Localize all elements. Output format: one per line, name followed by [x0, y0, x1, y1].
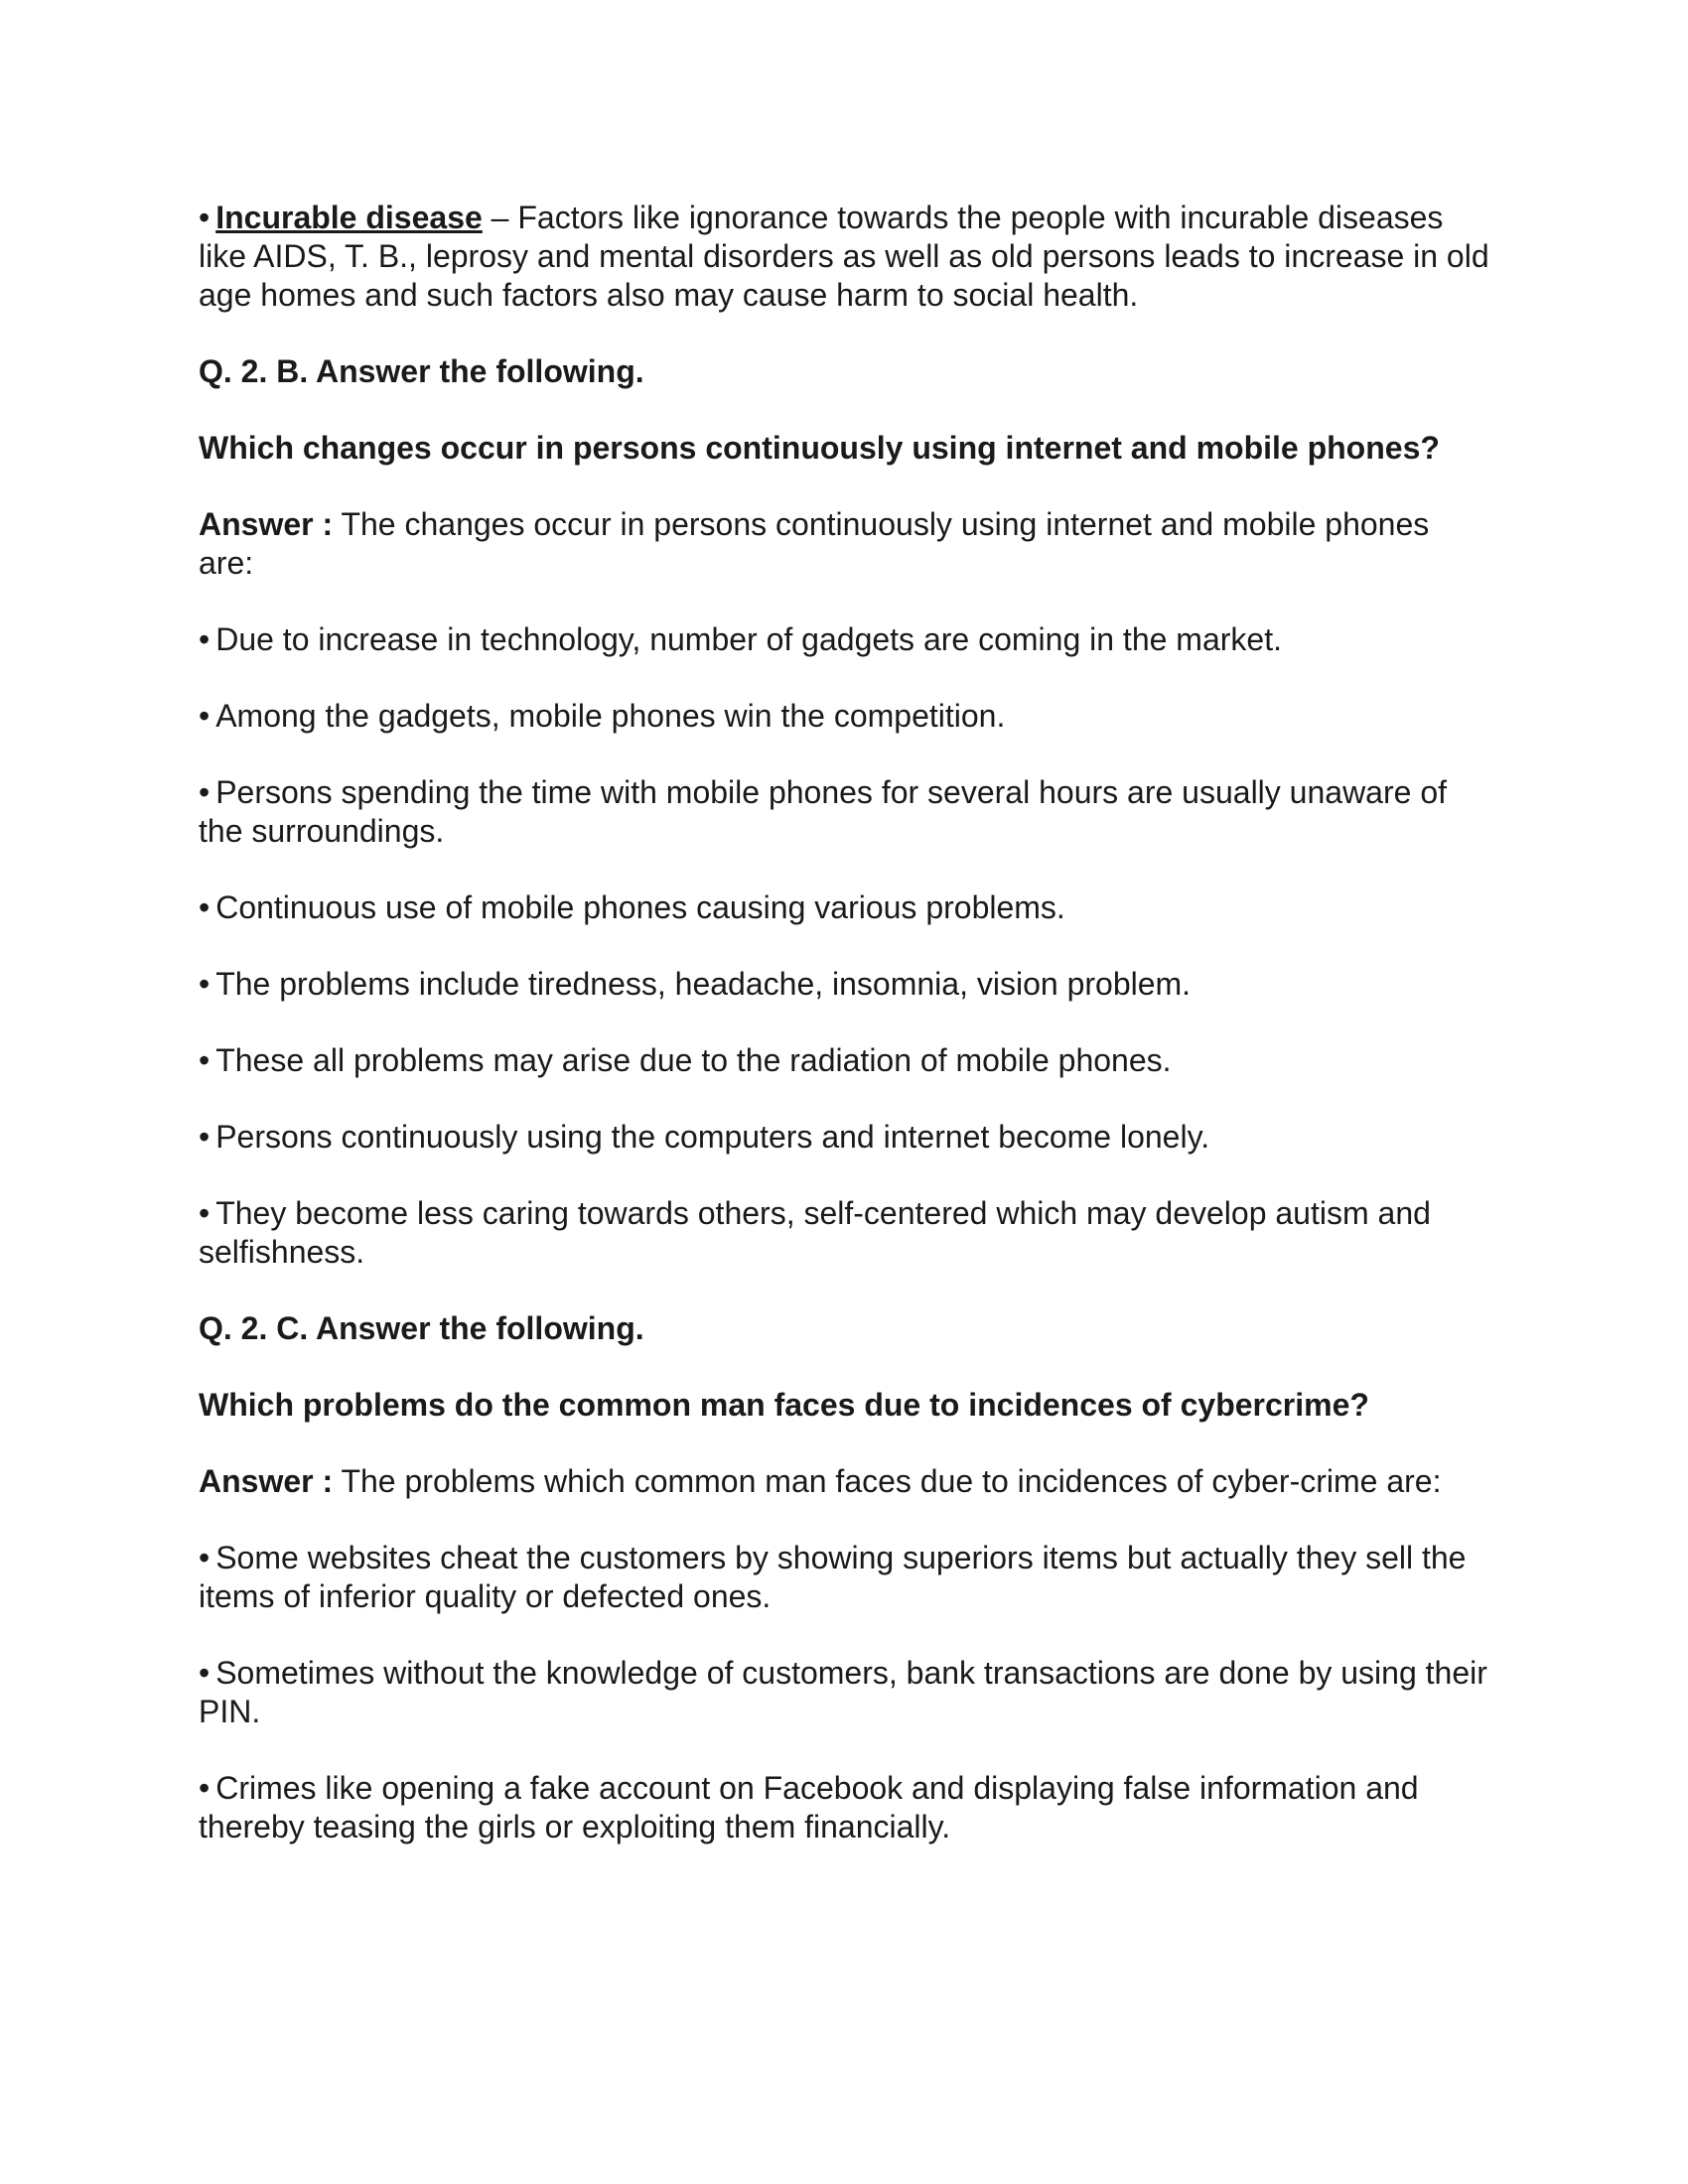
list-item-text: Among the gadgets, mobile phones win the competition. [215, 698, 1006, 734]
section-b-question: Which changes occur in persons continuously using internet and mobile phones? [199, 430, 1440, 466]
list-item [199, 888, 1489, 927]
document-page [199, 199, 1489, 1884]
incurable-disease-bullet [199, 199, 1489, 315]
bullet-mark: • [199, 1770, 211, 1806]
list-item-text: Persons spending the time with mobile phones for several hours are usually unaware of the surroundings. [199, 774, 1447, 849]
bullet-mark: • [199, 966, 211, 1002]
list-item-text: These all problems may arise due to the radiation of mobile phones. [215, 1042, 1172, 1078]
bullet-mark: • [199, 1119, 211, 1155]
bullet-mark: • [199, 698, 211, 734]
section-b-heading: Q. 2. B. Answer the following. [199, 353, 644, 389]
list-item [199, 697, 1489, 736]
list-item [199, 1118, 1489, 1157]
answer-intro: The problems which common man faces due to incidences of cyber-crime are: [333, 1463, 1442, 1499]
list-item [199, 1654, 1489, 1731]
section-b-answer [199, 505, 1489, 583]
list-item-text: Crimes like opening a fake account on Facebook and displaying false information and thereby teasing the girls or exploiting them financially. [199, 1770, 1419, 1844]
term-incurable-disease: Incurable disease [215, 200, 483, 235]
bullet-mark: • [199, 889, 211, 925]
bullet-mark: • [199, 1195, 211, 1231]
bullet-mark: • [199, 1655, 211, 1691]
list-item-text: Continuous use of mobile phones causing various problems. [215, 889, 1065, 925]
list-item-text: The problems include tiredness, headache, insomnia, vision problem. [215, 966, 1192, 1002]
list-item [199, 965, 1489, 1004]
answer-label: Answer : [199, 1463, 334, 1499]
bullet-mark: • [199, 1042, 211, 1078]
list-item [199, 1539, 1489, 1616]
list-item [199, 620, 1489, 659]
list-item-text: Some websites cheat the customers by showing superiors items but actually they sell the items of inferior quality or defected ones. [199, 1540, 1467, 1614]
list-item [199, 1769, 1489, 1846]
list-item [199, 1041, 1489, 1080]
answer-intro: The changes occur in persons continuously using internet and mobile phones are: [199, 506, 1430, 581]
bullet-mark: • [199, 621, 211, 657]
section-c-answer [199, 1462, 1489, 1501]
section-c-heading: Q. 2. C. Answer the following. [199, 1310, 644, 1346]
list-item-text: They become less caring towards others, self-centered which may develop autism and selfishness. [199, 1195, 1431, 1270]
list-item-text: Sometimes without the knowledge of customers, bank transactions are done by using their PIN. [199, 1655, 1487, 1729]
list-item-text: Persons continuously using the computers and internet become lonely. [215, 1119, 1210, 1155]
list-item-text: Due to increase in technology, number of gadgets are coming in the market. [215, 621, 1282, 657]
bullet-mark: • [199, 1540, 211, 1575]
answer-label: Answer : [199, 506, 334, 542]
term-description: – Factors like ignorance towards the people with incurable diseases like AIDS, T. B., leprosy and mental disorders as well as old persons leads to increase in old age homes and such factors also may cause harm to social health. [199, 200, 1489, 313]
list-item [199, 773, 1489, 851]
bullet-mark: • [199, 774, 211, 810]
bullet-mark: • [199, 200, 211, 235]
section-c-question: Which problems do the common man faces due to incidences of cybercrime? [199, 1387, 1369, 1423]
list-item [199, 1194, 1489, 1272]
